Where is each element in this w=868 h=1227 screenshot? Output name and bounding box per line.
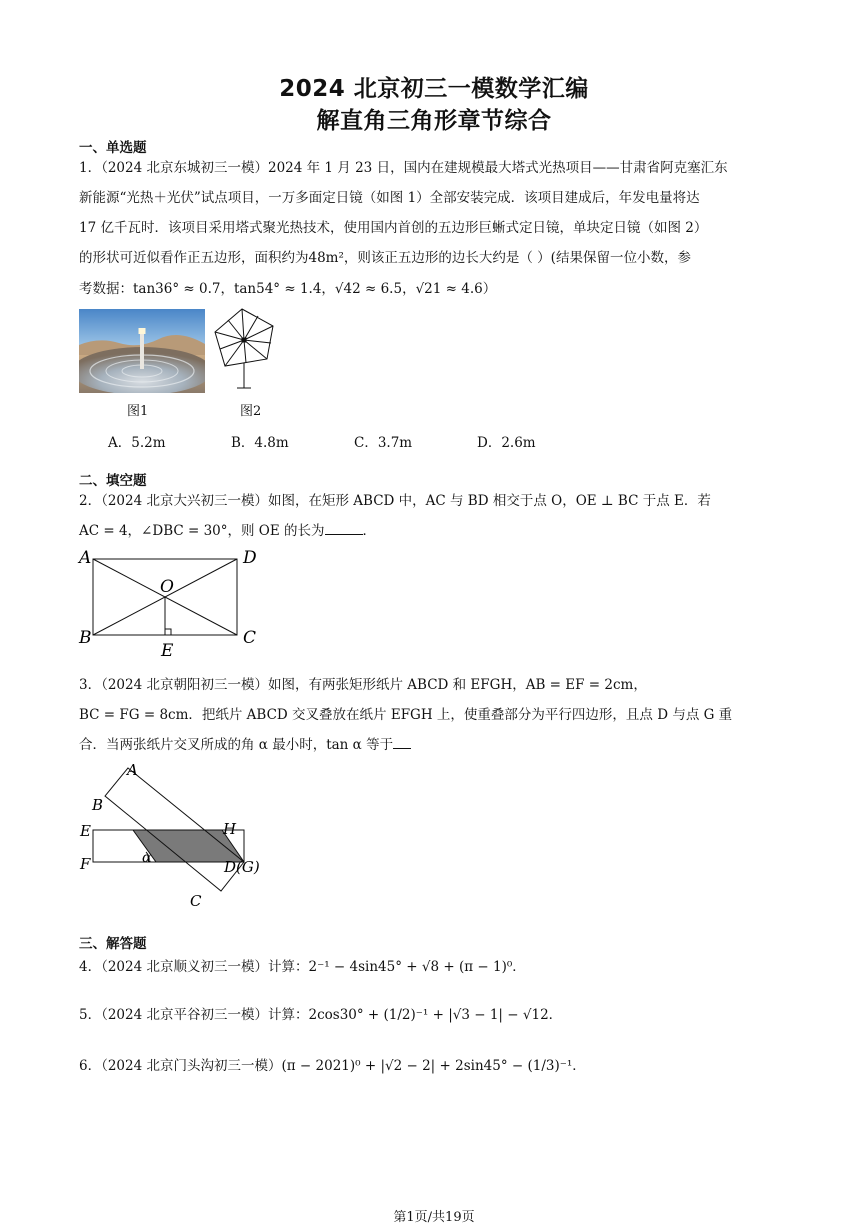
q2-line-2-end: ．	[362, 523, 377, 539]
q3-label-dg: D(G)	[224, 858, 260, 876]
q1-option-d[interactable]: D．2.6m	[477, 435, 536, 451]
q1-option-b[interactable]: B．4.8m	[231, 435, 289, 451]
q2-label-d: D	[243, 548, 257, 568]
q6-text: 6．（2024 北京门头沟初三一模）(π − 2021)⁰ + |√2 − 2| + 2sin45° − (1/3)⁻¹．	[79, 1058, 586, 1074]
q2-label-c: C	[243, 628, 257, 648]
section-heading-single-choice: 一、单选题	[79, 140, 147, 156]
q3-label-c: C	[190, 892, 202, 910]
q3-figure-overlapping-rectangles	[76, 758, 271, 913]
document-title-line2: 解直角三角形章节综合	[316, 108, 552, 134]
q2-label-e: E	[161, 641, 174, 659]
q3-label-e: E	[80, 822, 91, 840]
q1-figure-2-caption: 图2	[240, 404, 262, 419]
q2-answer-blank[interactable]	[325, 522, 363, 535]
q3-answer-blank[interactable]	[393, 736, 411, 749]
q4-text: 4．（2024 北京顺义初三一模）计算：2⁻¹ − 4sin45° + √8 + (π − 1)⁰．	[79, 959, 526, 975]
q1-option-a[interactable]: A．5.2m	[108, 435, 166, 451]
q2-label-a: A	[79, 548, 92, 568]
q1-figure-1-photo	[79, 309, 205, 393]
q1-line-1: 1．（2024 北京东城初三一模）2024 年 1 月 23 日，国内在建规模最大塔式光热项目——甘肃省阿克塞汇东	[79, 160, 728, 176]
q2-line-1: 2．（2024 北京大兴初三一模）如图，在矩形 ABCD 中，AC 与 BD 相交于点 O，OE ⊥ BC 于点 E．若	[79, 493, 711, 509]
q3-label-alpha: α	[142, 850, 152, 866]
q3-line-3-text: 合．当两张纸片交叉所成的角 α 最小时，tan α 等于	[79, 737, 394, 753]
q2-line-2-text: AC = 4，∠DBC = 30°，则 OE 的长为	[79, 523, 325, 539]
document-title-line1: 2024 北京初三一模数学汇编	[279, 76, 589, 102]
q1-line-4: 的形状可近似看作正五边形，面积约为48m²，则该正五边形的边长大约是（ ）(结果保留一位小数，参	[79, 250, 691, 266]
q2-line-2	[79, 519, 376, 539]
q1-figure-1-caption: 图1	[127, 404, 149, 419]
section-heading-answer: 三、解答题	[79, 936, 147, 952]
q1-option-c[interactable]: C．3.7m	[354, 435, 413, 451]
q3-label-h: H	[223, 820, 237, 838]
page-number-footer: 第1页/共19页	[393, 1210, 475, 1225]
q1-line-3: 17 亿千瓦时．该项目采用塔式聚光热技术，使用国内首创的五边形巨蜥式定日镜，单块定日镜（如图 2）	[79, 220, 708, 236]
q3-label-f: F	[80, 855, 91, 873]
q3-line-1: 3．（2024 北京朝阳初三一模）如图，有两张矩形纸片 ABCD 和 EFGH，AB = EF = 2cm，	[79, 677, 647, 693]
section-heading-fill-in: 二、填空题	[79, 473, 147, 489]
q3-line-3	[79, 733, 411, 753]
q1-line-5: 考数据：tan36° ≈ 0.7，tan54° ≈ 1.4，√42 ≈ 6.5，√21 ≈ 4.6）	[79, 281, 497, 297]
q2-label-o: O	[160, 577, 174, 597]
q3-label-b: B	[92, 796, 104, 814]
q2-figure-rectangle	[76, 544, 276, 659]
q5-text: 5．（2024 北京平谷初三一模）计算：2cos30° + (1/2)⁻¹ + |√3 − 1| − √12．	[79, 1007, 563, 1023]
q1-figure-2-pentagon-mirror	[211, 306, 281, 398]
q3-line-2: BC = FG = 8cm．把纸片 ABCD 交叉叠放在纸片 EFGH 上，使重叠部分为平行四边形，且点 D 与点 G 重	[79, 707, 733, 723]
q3-label-a: A	[127, 761, 138, 779]
q2-label-b: B	[79, 628, 92, 648]
q1-line-2: 新能源“光热＋光伏”试点项目，一万多面定日镜（如图 1）全部安装完成．该项目建成后，年发电量将达	[79, 190, 700, 206]
